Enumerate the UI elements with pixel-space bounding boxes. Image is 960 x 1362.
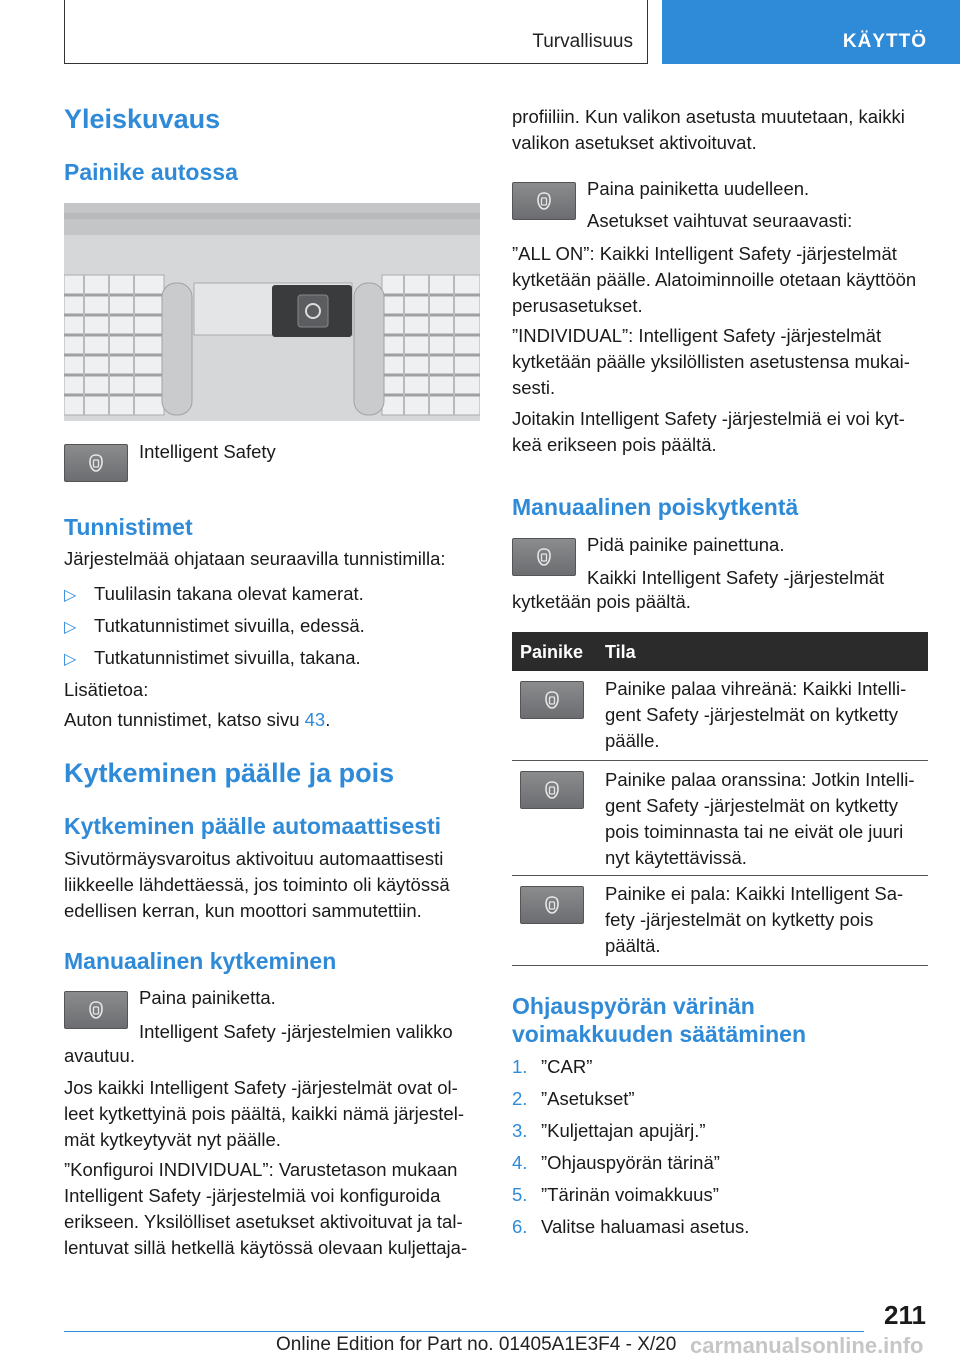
table-row xyxy=(512,876,928,966)
table-header xyxy=(512,632,928,671)
auto-heading: Kytkeminen päälle automaattisesti xyxy=(64,813,442,839)
triangle-bullet-icon: ▷ xyxy=(64,651,77,668)
table-row xyxy=(512,671,928,761)
on-off-heading: Kytkeminen päälle ja pois xyxy=(64,758,395,788)
manual-heading: Manuaalinen kytkeminen xyxy=(64,948,337,974)
steering-heading: Ohjauspyörän värinän voimakkuuden säätäminen xyxy=(512,993,806,1047)
page-link[interactable]: 43 xyxy=(304,709,326,730)
list-item: 3. ”Kuljettajan apujärj.” xyxy=(512,1120,706,1141)
list-item: 1. ”CAR” xyxy=(512,1056,593,1077)
list-item: 6. Valitse haluamasi asetus. xyxy=(512,1216,750,1237)
button-off-icon xyxy=(520,886,584,924)
more-info-label: Lisätietoa: xyxy=(64,679,149,700)
auto-paragraph: Sivutörmäysvaroitus aktivoituu automaattisesti liikkeelle lähdettäessä, jos toiminto oli käytössä edellisen kerran, kun moottori sammutettiin. xyxy=(64,848,450,921)
list-item: ▷ Tuulilasin takana olevat kamerat. xyxy=(64,583,364,604)
settings-change: Asetukset vaihtuvat seuraavasti: xyxy=(587,210,853,231)
header-chapter-box xyxy=(662,0,960,64)
button-orange-icon xyxy=(520,771,584,809)
intelligent-safety-button-icon xyxy=(512,538,576,576)
footer-divider xyxy=(64,1331,864,1332)
state-cell: Painike palaa vihreänä: Kaikki Intelli- gent Safety -järjestelmät on kytketty päälle. xyxy=(605,678,907,751)
table-row xyxy=(512,761,928,876)
intelligent-safety-button-icon xyxy=(64,444,128,482)
paragraph-configure: ”Konfiguroi INDIVIDUAL”: Varustetason mukaan Intelligent Safety -järjestelmiä voi konfiguroida erikseen. Yksilölliset asetukset aktivoituvat ja tal- lentuvat sillä hetkellä käytössä olevaan kuljettaja- xyxy=(64,1159,468,1258)
manual-step: Paina painiketta. xyxy=(139,987,276,1008)
intelligent-safety-button-icon xyxy=(512,182,576,220)
some-systems-paragraph: Joitakin Intelligent Safety -järjestelmiä ei voi kyt- keä erikseen pois päältä. xyxy=(512,408,905,455)
list-item: 2. ”Asetukset” xyxy=(512,1088,635,1109)
state-cell: Painike palaa oranssina: Jotkin Intelli- gent Safety -järjestelmät on kytketty pois toiminnasta tai ne eivät ole juuri nyt käytettävissä. xyxy=(605,769,915,868)
list-item: ▷ Tutkatunnistimet sivuilla, edessä. xyxy=(64,615,365,636)
icon-caption: Intelligent Safety xyxy=(139,441,276,462)
manual-result-cont: avautuu. xyxy=(64,1045,135,1066)
right-continuation: profiiliin. Kun valikon asetusta muutetaan, kaikki valikon asetukset aktivoituvat. xyxy=(512,106,905,153)
status-table xyxy=(512,632,928,966)
more-info-reference: Auton tunnistimet, katso sivu 43. xyxy=(64,709,331,730)
list-item: ▷ Tutkatunnistimet sivuilla, takana. xyxy=(64,647,361,668)
page-number: 211 xyxy=(884,1300,926,1330)
all-off: Kaikki Intelligent Safety -järjestelmät xyxy=(587,567,885,588)
paragraph-all-off: Jos kaikki Intelligent Safety -järjestelmät ovat ol- leet kytkettyinä pois päältä, kaikki nämä järjestel- mät kytkeytyvät nyt päälle. xyxy=(64,1077,464,1150)
section-title: Turvallisuus xyxy=(532,31,633,52)
sensors-heading: Tunnistimet xyxy=(64,514,193,540)
car-button-photo xyxy=(64,203,480,421)
button-green-icon xyxy=(520,681,584,719)
subheading-button-in-car: Painike autossa xyxy=(64,159,238,185)
state-cell: Painike ei pala: Kaikki Intelligent Sa- fety -järjestelmät on kytketty pois päältä. xyxy=(605,883,904,956)
all-on-paragraph: ”ALL ON”: Kaikki Intelligent Safety -järjestelmät kytketään päälle. Alatoiminnoille otetaan käyttöön perusasetukset. xyxy=(512,243,917,316)
list-item: 5. ”Tärinän voimakkuus” xyxy=(512,1184,719,1205)
all-off-cont: kytketään pois päältä. xyxy=(512,591,691,612)
individual-paragraph: ”INDIVIDUAL”: Intelligent Safety -järjestelmät kytketään päälle yksilöllisten asetustensa mukai- sesti. xyxy=(512,325,910,398)
triangle-bullet-icon: ▷ xyxy=(64,587,77,604)
manual-result: Intelligent Safety -järjestelmien valikko xyxy=(139,1021,453,1042)
header-section-box xyxy=(64,0,648,64)
list-item: 4. ”Ohjauspyörän tärinä” xyxy=(512,1152,720,1173)
chapter-title: KÄYTTÖ xyxy=(842,31,927,52)
sensors-intro: Järjestelmää ohjataan seuraavilla tunnistimilla: xyxy=(64,548,446,569)
column-header-button: Painike xyxy=(520,642,584,662)
manual-off-heading: Manuaalinen poiskytkentä xyxy=(512,494,799,520)
column-header-state: Tila xyxy=(605,642,636,662)
watermark: carmanualsonline.info xyxy=(690,1333,924,1358)
edition-text: Online Edition for Part no. 01405A1E3F4 - X/20 xyxy=(276,1334,677,1355)
page-title: Yleiskuvaus xyxy=(64,104,221,134)
triangle-bullet-icon: ▷ xyxy=(64,619,77,636)
intelligent-safety-button-icon xyxy=(64,991,128,1029)
hold-button: Pidä painike painettuna. xyxy=(587,534,785,555)
press-again: Paina painiketta uudelleen. xyxy=(587,178,810,199)
